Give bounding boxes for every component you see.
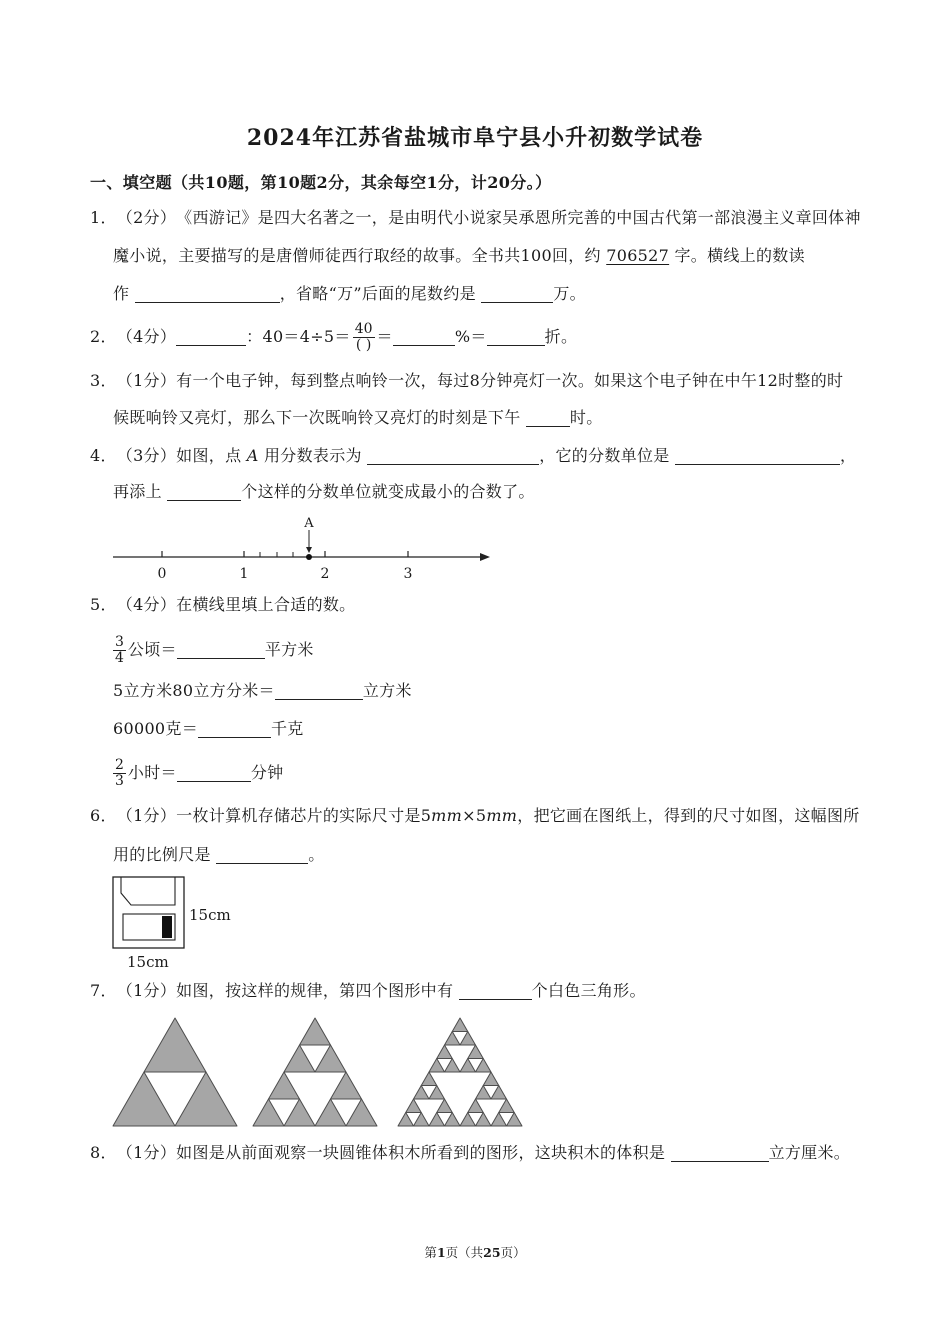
answer-blank	[216, 846, 308, 864]
arrow-down-icon	[306, 547, 312, 553]
q5-text: 60000克＝	[113, 719, 198, 738]
answer-blank	[675, 447, 840, 465]
q3-number: 3．	[90, 371, 117, 390]
chip-top-shape	[121, 877, 175, 905]
fraction-numerator: 40	[354, 320, 373, 337]
q6-line-2	[113, 844, 325, 866]
q4-text: 用分数表示为	[258, 446, 368, 465]
q6-text: ，把它画在图纸上，得到的尺寸如图，这幅图所	[517, 806, 860, 825]
q1-underlined-number: 706527	[606, 246, 670, 265]
q5-number: 5．	[90, 595, 117, 614]
answer-blank	[481, 285, 553, 303]
q1-line-2	[113, 245, 805, 267]
q5-line-1	[90, 594, 355, 616]
q1-text: ，省略“万”后面的尾数约是	[279, 284, 482, 303]
point-a-dot	[306, 554, 312, 560]
q6-number: 6．	[90, 806, 117, 825]
q7-number: 7．	[90, 981, 117, 1000]
q1-score: （2分）	[116, 208, 177, 227]
q2-number: 2．	[90, 327, 117, 346]
answer-blank	[177, 764, 251, 782]
q6-line-1	[90, 805, 860, 827]
q5-text: 公顷＝	[127, 640, 177, 659]
q8-score: （1分）	[116, 1143, 177, 1162]
chip-figure	[110, 874, 190, 952]
q4-text: ，它的分数单位是	[539, 446, 675, 465]
q1-text: 《西游记》是四大名著之一，是由明代小说家吴承恩所完善的中国古代第一部浪漫主义章回体神	[176, 208, 861, 227]
answer-blank	[393, 328, 455, 346]
q5-item-2	[113, 680, 412, 702]
chip-width-label: 15cm	[127, 953, 169, 971]
q7-line-1	[90, 980, 646, 1002]
answer-blank	[177, 641, 265, 659]
q4-text: ，	[840, 446, 857, 465]
q3-text: 有一个电子钟，每到整点响铃一次，每过8分钟亮灯一次。如果这个电子钟在中午12时整的时	[176, 371, 844, 390]
q6-size-unit: mm	[431, 806, 463, 825]
q1-line-3	[113, 283, 586, 305]
q4-text: 如图，点	[176, 446, 247, 465]
chip-height-label: 15cm	[189, 906, 231, 924]
q6-size-unit: mm	[486, 806, 518, 825]
answer-blank	[487, 328, 545, 346]
section-heading: 一、填空题（共10题，第10题2分，其余每空1分，计20分。）	[90, 173, 552, 192]
q6-text: 用的比例尺是	[113, 845, 217, 864]
q4-text: 个这样的分数单位就变成最小的合数了。	[241, 482, 535, 501]
point-a-label: A	[304, 516, 314, 531]
q5-item-4-fraction	[113, 758, 126, 789]
q1-text: 魔小说，主要描写的是唐僧师徒西行取经的故事。全书共100回，约	[113, 246, 607, 265]
q3-text: 时。	[569, 408, 603, 427]
page-title: 2024年江苏省盐城市阜宁县小升初数学试卷	[246, 125, 704, 151]
fraction-denominator: 3	[115, 772, 124, 789]
answer-blank	[671, 1144, 769, 1162]
q4-line-1	[90, 445, 856, 467]
q6-size-value: 5	[420, 806, 432, 825]
q1-text: 作	[113, 284, 135, 303]
q5-text: 在横线里填上合适的数。	[176, 595, 356, 614]
number-line-figure	[110, 512, 495, 584]
q5-text: 立方米	[362, 681, 412, 700]
q3-line-2	[113, 407, 603, 429]
q7-text: 如图，按这样的规律，第四个图形中有	[176, 981, 459, 1000]
q6-size-times: ×5	[462, 806, 487, 825]
q4-number: 4．	[90, 446, 117, 465]
tick-label: 2	[320, 566, 330, 582]
q4-point-label: A	[246, 446, 259, 465]
chip-outline	[113, 877, 184, 948]
triangle-pattern-figure	[110, 1012, 526, 1130]
q7-text: 个白色三角形。	[531, 981, 646, 1000]
q5-item-3	[113, 718, 304, 740]
q1-text: 字。横线上的数读	[669, 246, 805, 265]
fraction-numerator: 3	[115, 633, 124, 650]
answer-blank	[367, 447, 539, 465]
q5-item-1	[111, 632, 314, 668]
q5-score: （4分）	[116, 595, 177, 614]
q2-text: ：40＝4÷5＝	[246, 327, 351, 346]
q5-text: 分钟	[250, 763, 284, 782]
footer-suffix: 页）	[500, 1245, 526, 1260]
q2-fraction	[353, 322, 375, 353]
page-footer	[0, 1244, 950, 1262]
q1-text: 万。	[553, 284, 586, 303]
footer-middle: 页（共	[445, 1245, 484, 1260]
answer-blank	[176, 328, 246, 346]
fraction-denominator: ( )	[355, 336, 372, 353]
footer-prefix: 第	[424, 1245, 437, 1260]
q4-line-2	[113, 481, 535, 503]
q3-score: （1分）	[116, 371, 177, 390]
q5-item-1-fraction	[113, 635, 126, 666]
answer-blank	[135, 285, 280, 303]
q6-text: 一枚计算机存储芯片的实际尺寸是	[176, 806, 421, 825]
q2-score: （4分）	[116, 327, 177, 346]
q3-text: 候既响铃又亮灯，那么下一次既响铃又亮灯的时刻是下午	[113, 408, 526, 427]
q1-number: 1．	[90, 208, 117, 227]
answer-blank	[167, 483, 241, 501]
q2-line-1	[90, 319, 577, 355]
q7-score: （1分）	[116, 981, 177, 1000]
answer-blank	[198, 720, 271, 738]
chip-black-block	[162, 916, 172, 938]
q8-number: 8．	[90, 1143, 117, 1162]
axis-arrow-icon	[480, 553, 490, 561]
fraction-denominator: 4	[115, 649, 124, 666]
footer-page-number: 1	[436, 1245, 446, 1260]
tick-label: 3	[403, 566, 413, 582]
q8-text: 如图是从前面观察一块圆锥体积木所看到的图形，这块积木的体积是	[176, 1143, 671, 1162]
q5-text: 千克	[271, 719, 304, 738]
q5-text: 小时＝	[127, 763, 177, 782]
q4-score: （3分）	[116, 446, 177, 465]
answer-blank	[459, 982, 532, 1000]
q6-text: 。	[308, 845, 325, 864]
q5-text: 5立方米80立方分米＝	[113, 681, 275, 700]
q2-text: 折。	[544, 327, 578, 346]
q2-text: %＝	[454, 327, 487, 346]
tick-label: 1	[239, 566, 249, 582]
q5-item-4	[111, 755, 283, 791]
footer-total-pages: 25	[483, 1245, 501, 1260]
q6-score: （1分）	[116, 806, 177, 825]
q8-text: 立方厘米。	[768, 1143, 851, 1162]
q2-text: ＝	[376, 327, 393, 346]
q5-text: 平方米	[264, 640, 314, 659]
q4-text: 再添上	[113, 482, 168, 501]
fraction-numerator: 2	[115, 756, 124, 773]
q8-line-1	[90, 1142, 850, 1164]
answer-blank	[526, 409, 570, 427]
q1-line-1	[90, 207, 861, 229]
q3-line-1	[90, 370, 843, 392]
tick-label: 0	[157, 566, 167, 582]
answer-blank	[275, 682, 363, 700]
